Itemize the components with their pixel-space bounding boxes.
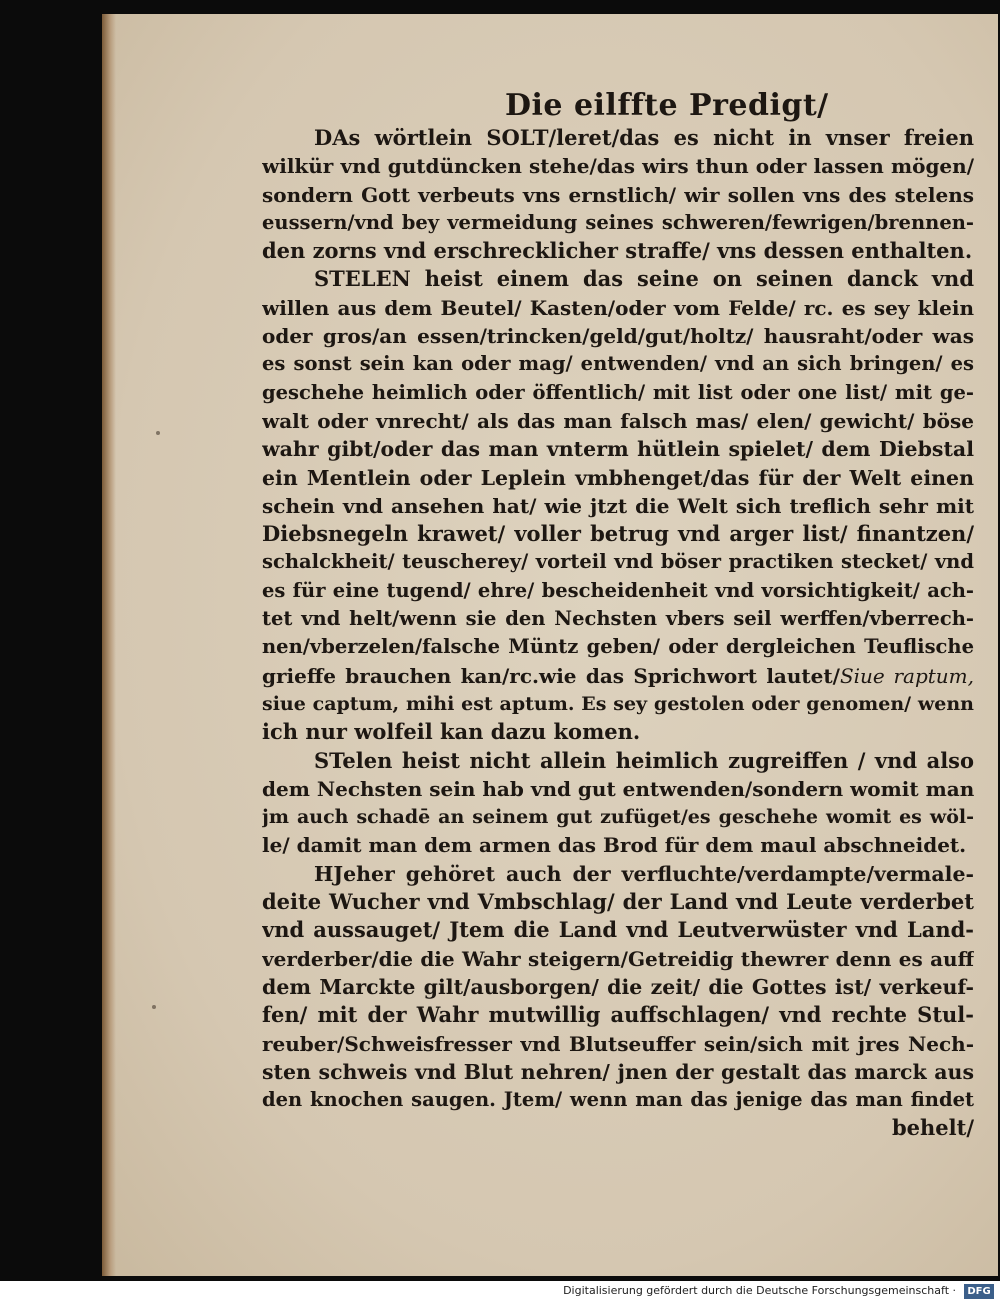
text-line: fen/ mit der Wahr mutwillig auffschlagen/ vnd rechte Stul- [262, 1002, 974, 1028]
funding-notice: Digitalisierung gefördert durch die Deutsche Forschungsgemeinschaft · [563, 1284, 956, 1297]
text-line: sondern Gott verbeuts vns ernstlich/ wir sollen vns des stelens [262, 182, 974, 207]
text-line: dem Marckte gilt/ausborgen/ die zeit/ die Gottes ist/ verkeuf- [262, 974, 974, 999]
text-line: STELEN heist einem das seine on seinen danck vnd [314, 266, 974, 292]
text-line: den knochen saugen. Jtem/ wenn man das jenige das man findet [262, 1088, 974, 1112]
text-line: siue captum, mihi est aptum. Es sey gestolen oder genomen/ wenn [262, 692, 974, 715]
text-line: willen aus dem Beutel/ Kasten/oder vom Felde/ rc. es sey klein [262, 295, 974, 320]
text-line: ein Mentlein oder Leplein vmbhenget/das für der Welt einen [262, 465, 974, 490]
text-line: tet vnd helt/wenn sie den Nechsten vbers seil werffen/vberrech- [262, 607, 974, 631]
dfg-logo: DFG [964, 1284, 994, 1299]
text-line: verderber/die die Wahr steigern/Getreidig thewrer denn es auff [262, 946, 974, 971]
text-line: reuber/Schweisfresser vnd Blutseuffer sein/sich mit jres Nech- [262, 1031, 974, 1056]
body-text [262, 124, 974, 1143]
text-line: dem Nechsten sein hab vnd gut entwenden/sondern womit man [262, 776, 974, 801]
catchword: behelt/ [891, 1115, 974, 1141]
text-line: jm auch schadē an seinem gut zufüget/es geschehe womit es wöl- [262, 806, 974, 829]
text-line: walt oder vnrecht/ als das man falsch mas/ elen/ gewicht/ böse [262, 408, 974, 433]
text-line: wahr gibt/oder das man vnterm hütlein spielet/ dem Diebstal [262, 437, 974, 462]
text-segment: grieffe brauchen kan/rc.wie das Sprichwort lautet/ [262, 663, 840, 688]
text-line: HJeher gehöret auch der verfluchte/verdampte/vermale- [314, 861, 974, 886]
text-line: Diebsnegeln krawet/ voller betrug vnd arger list/ finantzen/ [262, 521, 974, 547]
page-gutter [102, 14, 116, 1276]
text-line: nen/vberzelen/falsche Müntz geben/ oder dergleichen Teuflische [262, 635, 974, 659]
ink-speck [156, 431, 160, 435]
text-line: eussern/vnd bey vermeidung seines schweren/fewrigen/brennen- [262, 210, 974, 234]
text-line [262, 662, 974, 690]
latin-phrase: Siue raptum, [839, 663, 974, 688]
text-line: schein vnd ansehen hat/ wie jtzt die Welt sich treflich sehr mit [262, 493, 974, 518]
ink-speck [152, 1005, 156, 1009]
text-line: sten schweis vnd Blut nehren/ jnen der gestalt das marck aus [262, 1059, 974, 1084]
text-line: ich nur wolfeil kan dazu komen. [262, 719, 641, 745]
text-line: geschehe heimlich oder öffentlich/ mit list oder one list/ mit ge- [262, 380, 974, 404]
text-line: vnd aussauget/ Jtem die Land vnd Leutverwüster vnd Land- [262, 917, 974, 943]
text-line: STelen heist nicht allein heimlich zugreiffen / vnd also [314, 747, 974, 773]
digitization-footer [0, 1281, 1000, 1303]
text-line: deite Wucher vnd Vmbschlag/ der Land vnd Leute verderbet [262, 889, 974, 915]
text-line: wilkür vnd gutdüncken stehe/das wirs thun oder lassen mögen/ [262, 154, 974, 179]
text-line: le/ damit man dem armen das Brod für dem maul abschneidet. [262, 833, 967, 858]
text-line: DAs wörtlein SOLT/leret/das es nicht in vnser freien [314, 125, 974, 150]
text-line: es sonst sein kan oder mag/ entwenden/ vnd an sich bringen/ es [262, 352, 974, 376]
text-line: schalckheit/ teuscherey/ vorteil vnd böser practiken stecket/ vnd [262, 550, 974, 574]
text-line: es für eine tugend/ ehre/ bescheidenheit vnd vorsichtigkeit/ ach- [262, 578, 974, 602]
page-title: Die eilffte Predigt/ [505, 88, 829, 123]
text-line: oder gros/an essen/trincken/geld/gut/holtz/ hausraht/oder was [262, 324, 974, 349]
text-line: den zorns vnd erschrecklicher straffe/ vns dessen enthalten. [262, 238, 973, 264]
